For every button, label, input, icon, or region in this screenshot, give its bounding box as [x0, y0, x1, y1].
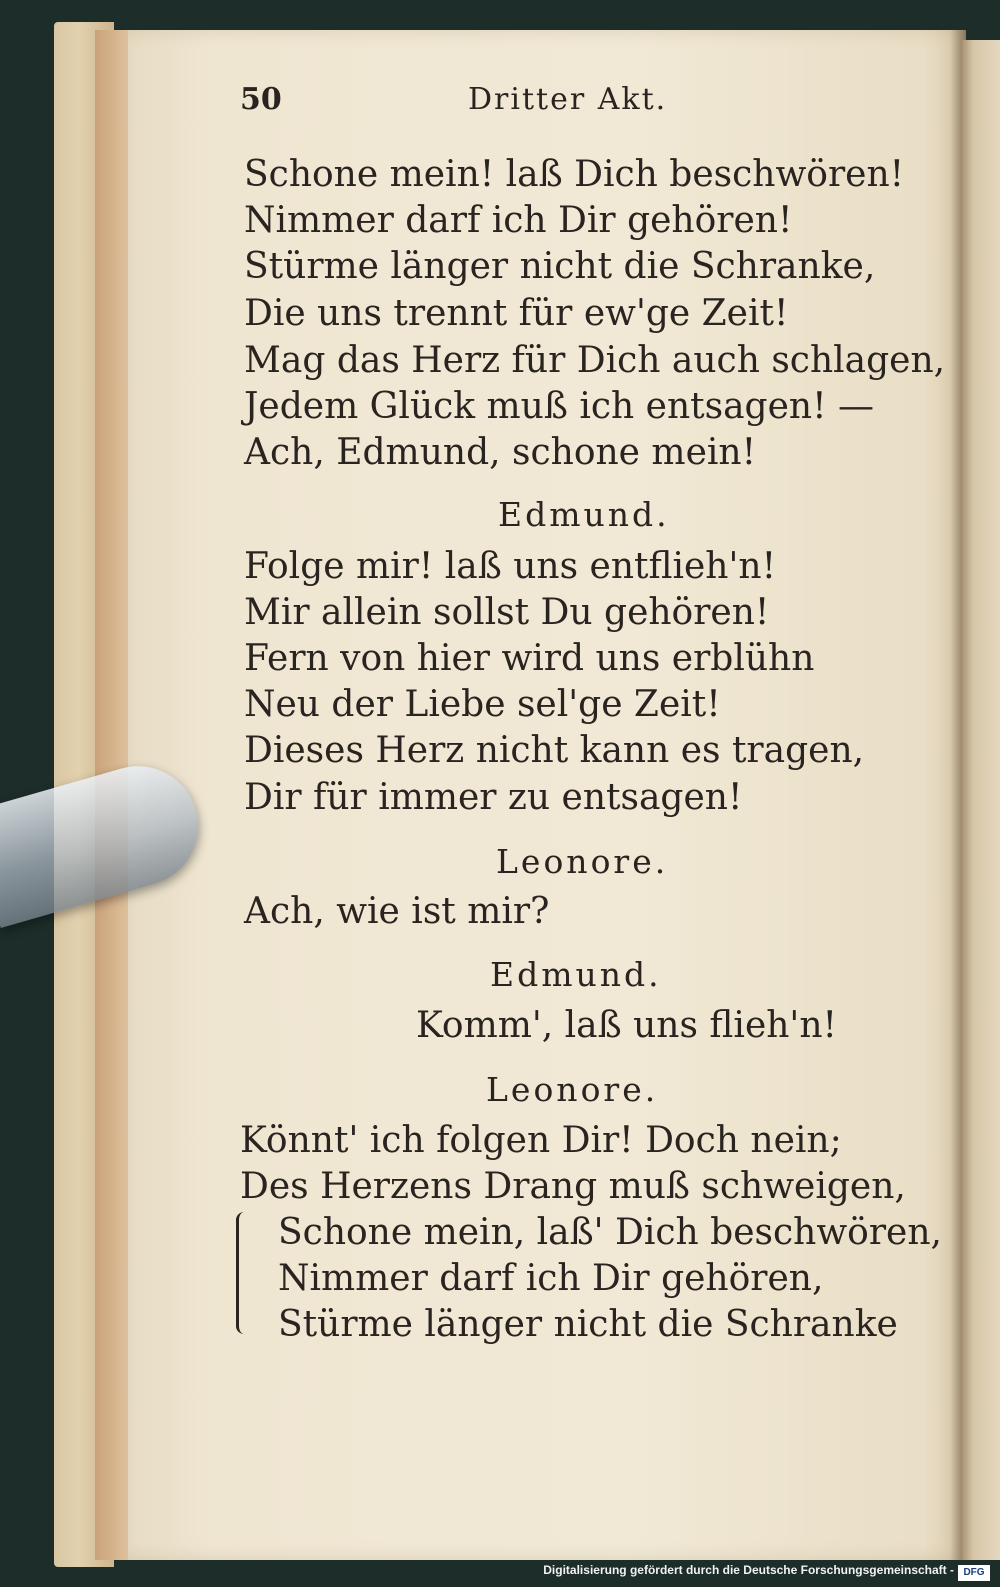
- speaker-name: Leonore.: [496, 842, 669, 881]
- verse-line: Nimmer darf ich Dir gehören,: [278, 1258, 824, 1299]
- verse-line: Jedem Glück muß ich entsagen! —: [244, 386, 874, 427]
- verse-line: Dieses Herz nicht kann es tragen,: [244, 730, 865, 771]
- digitization-credit: Digitalisierung gefördert durch die Deutsche Forschungsgemeinschaft -: [543, 1563, 954, 1577]
- speaker-name: Leonore.: [486, 1070, 659, 1109]
- verse-line: Schone mein! laß Dich beschwören!: [244, 154, 905, 195]
- verse-line: Schone mein, laß' Dich beschwören,: [278, 1212, 942, 1253]
- verse-line: Könnt' ich folgen Dir! Doch nein;: [240, 1120, 842, 1161]
- page-number: 50: [240, 82, 282, 117]
- verse-line: Neu der Liebe sel'ge Zeit!: [244, 684, 721, 725]
- verse-line: Nimmer darf ich Dir gehören!: [244, 200, 793, 241]
- verse-line: Stürme länger nicht die Schranke,: [244, 246, 876, 287]
- verse-line: Mir allein sollst Du gehören!: [244, 592, 770, 633]
- running-header: Dritter Akt.: [468, 82, 668, 117]
- verse-line: Des Herzens Drang muß schweigen,: [240, 1166, 906, 1207]
- verse-line: Komm', laß uns flieh'n!: [416, 1005, 837, 1046]
- verse-line: Dir für immer zu entsagen!: [244, 777, 743, 818]
- dfg-logo: DFG: [958, 1565, 990, 1581]
- verse-line: Fern von hier wird uns erblühn: [244, 638, 815, 679]
- verse-line: Stürme länger nicht die Schranke: [278, 1304, 898, 1345]
- verse-line: Die uns trennt für ew'ge Zeit!: [244, 293, 789, 334]
- verse-line: Ach, Edmund, schone mein!: [244, 432, 757, 473]
- verse-line: Mag das Herz für Dich auch schlagen,: [244, 340, 946, 381]
- facing-page-edge: [962, 40, 1000, 1560]
- verse-line: Ach, wie ist mir?: [244, 891, 550, 932]
- bracket-mark: [236, 1212, 253, 1334]
- speaker-name: Edmund.: [490, 955, 662, 994]
- verse-line: Folge mir! laß uns entflieh'n!: [244, 546, 777, 587]
- speaker-name: Edmund.: [498, 495, 670, 534]
